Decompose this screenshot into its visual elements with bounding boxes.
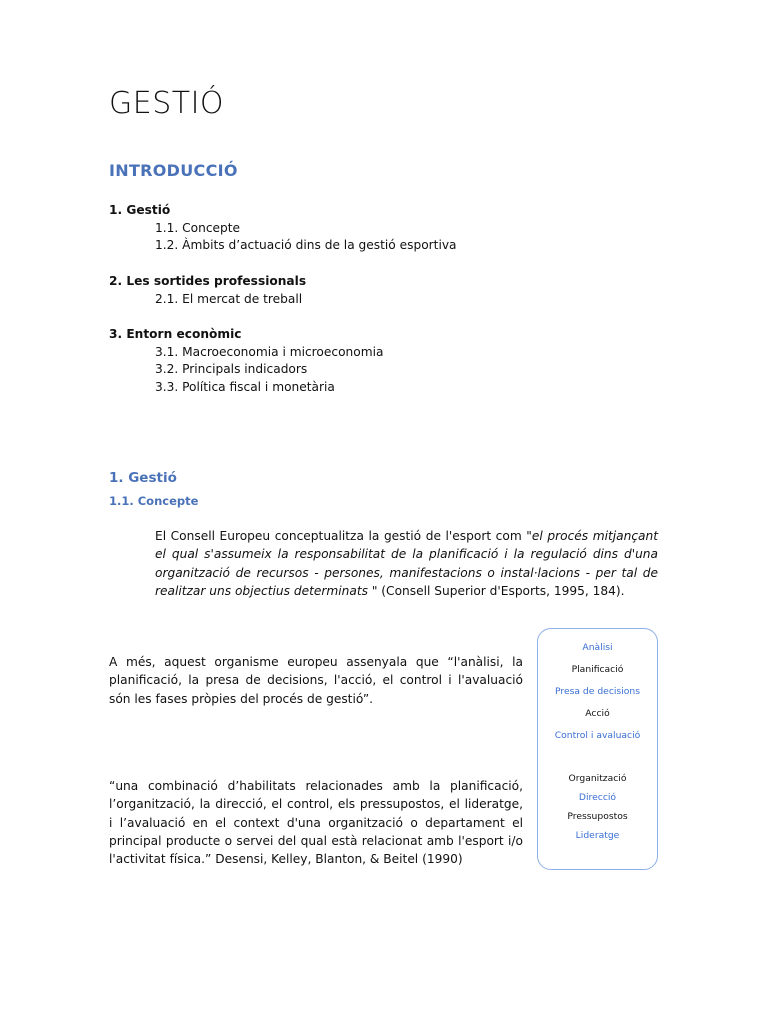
skill-item: Organització: [568, 773, 627, 784]
toc-section-sortides: [109, 273, 669, 308]
toc-section-entorn: [109, 326, 669, 397]
quote-italic: el procés mitjançant el qual s'assumeix la responsabilitat de la planificació i la regulació dins d'una organització de recursos - persones, manifestacions o instal·lacions - per tal de realitzar uns objectius determinats: [155, 529, 658, 598]
phase-item: Planificació: [571, 664, 624, 675]
page-title: GESTIÓ: [109, 86, 225, 121]
toc-section-gestio: [109, 202, 669, 255]
management-phases-box: [537, 628, 658, 870]
subsection-heading: 1.1. Concepte: [109, 494, 199, 508]
phase-item: Acció: [585, 708, 610, 719]
toc-heading: 3. Entorn econòmic: [109, 326, 242, 341]
phase-item: Presa de decisions: [554, 686, 640, 697]
intro-heading: INTRODUCCIÓ: [109, 161, 238, 180]
quote-tail: " (Consell Superior d'Esports, 1995, 184).: [367, 583, 625, 598]
paragraph-phases: A més, aquest organisme europeu assenyala que “l'anàlisi, la planificació, la presa de decisions, l'acció, el control i l'avaluació són les fases pròpies del procés de gestió”.: [109, 655, 523, 706]
paragraph-definition: “una combinació d’habilitats relacionades amb la planificació, l’organització, la direcció, el control, els pressupostos, el lideratge, i l’avaluació en el context d'una organització o departament el principal producte o servei del qual està relacionat amb l'esport i/o l'activitat física.” Desensi, Kelley, Blanton, & Beitel (1990): [109, 779, 523, 867]
toc-item: 3.2. Principals indicadors: [155, 362, 308, 377]
toc-item: 3.3. Política fiscal i monetària: [155, 380, 335, 394]
phase-item: Control i avaluació: [554, 730, 641, 741]
toc-heading: 1. Gestió: [109, 203, 171, 217]
definition-quote: [155, 527, 658, 600]
section-heading: 1. Gestió: [109, 470, 177, 486]
toc-item: 3.1. Macroeconomia i microeconomia: [155, 344, 384, 359]
skill-item: Lideratge: [575, 830, 620, 841]
table-of-contents: [109, 202, 669, 397]
toc-heading: 2. Les sortides professionals: [109, 273, 307, 288]
phase-item: Anàlisi: [582, 642, 613, 653]
skill-item: Pressupostos: [567, 811, 628, 822]
toc-item: 1.1. Concepte: [155, 220, 241, 235]
toc-item: 2.1. El mercat de treball: [155, 291, 303, 306]
quote-lead: El Consell Europeu conceptualitza la gestió de l'esport com ": [155, 529, 532, 543]
skill-item: Direcció: [578, 792, 617, 803]
toc-item: 1.2. Àmbits d’actuació dins de la gestió esportiva: [155, 238, 457, 253]
